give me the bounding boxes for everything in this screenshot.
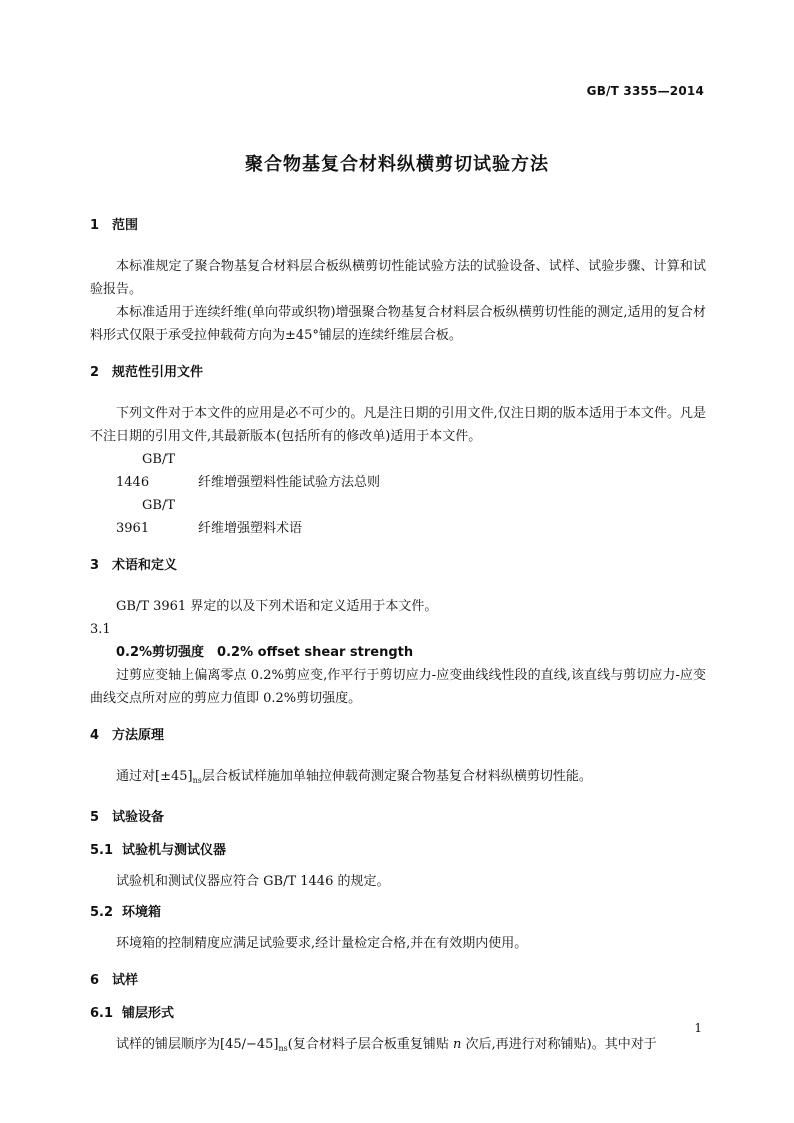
text-fragment: 试样的铺层顺序为[45/−45] [116, 1037, 279, 1052]
section-6-heading [90, 969, 706, 992]
reference-code: GB/T 3961 [116, 498, 175, 536]
subsection-number: 5.1 [90, 843, 114, 858]
document-title: 聚合物基复合材料纵横剪切试验方法 [245, 154, 549, 175]
section-5-1-heading [90, 839, 706, 862]
document-body [90, 214, 706, 1060]
section-5-2-heading [90, 901, 706, 924]
text-fragment: 层合板试样施加单轴拉伸载荷测定聚合物基复合材料纵横剪切性能。 [201, 769, 592, 784]
standard-code: GB/T 3355—2014 [586, 84, 704, 98]
section-5-2-paragraph: 环境箱的控制精度应满足试验要求,经计量检定合格,并在有效期内使用。 [116, 936, 528, 951]
section-number: 6 [90, 973, 100, 988]
section-title: 范围 [112, 218, 139, 233]
subscript: ns [192, 776, 202, 785]
section-3-paragraph-1: GB/T 3961 界定的以及下列术语和定义适用于本文件。 [116, 599, 438, 614]
reference-item [90, 494, 706, 540]
variable-n: n [453, 1037, 462, 1052]
section-4-heading [90, 724, 706, 747]
section-1-paragraph-1: 本标准规定了聚合物基复合材料层合板纵横剪切性能试验方法的试验设备、试样、试验步骤、计算和试验报告。 [90, 259, 706, 297]
text-fragment: 通过对[±45] [116, 769, 193, 784]
section-2-paragraph-1: 下列文件对于本文件的应用是必不可少的。凡是注日期的引用文件,仅注日期的版本适用于本文件。凡是不注日期的引用文件,其最新版本(包括所有的修改单)适用于本文件。 [90, 406, 706, 444]
section-5-1-paragraph: 试验机和测试仪器应符合 GB/T 1446 的规定。 [116, 874, 390, 889]
reference-code: GB/T 1446 [116, 452, 175, 490]
section-title: 方法原理 [112, 728, 165, 743]
section-number: 5 [90, 810, 100, 825]
section-3-heading [90, 554, 706, 577]
section-title: 试验设备 [112, 810, 165, 825]
section-title: 术语和定义 [112, 558, 178, 573]
section-number: 1 [90, 218, 100, 233]
section-4-paragraph-1 [90, 765, 706, 792]
section-number: 2 [90, 365, 100, 380]
section-6-1-paragraph [90, 1033, 706, 1060]
subsection-title: 试验机与测试仪器 [122, 843, 227, 858]
subsection-title: 环境箱 [122, 905, 162, 920]
term-heading: 0.2%剪切强度 0.2% offset shear strength [116, 645, 414, 660]
section-1-heading [90, 214, 706, 237]
subsection-number: 6.1 [90, 1006, 114, 1021]
section-title: 规范性引用文件 [112, 365, 204, 380]
section-1-paragraph-2: 本标准适用于连续纤维(单向带或织物)增强聚合物基复合材料层合板纵横剪切性能的测定,适用的复合材料形式仅限于承受拉伸载荷方向为±45°铺层的连续纤维层合板。 [90, 305, 706, 343]
section-number: 4 [90, 728, 100, 743]
reference-title: 纤维增强塑料术语 [198, 521, 303, 536]
subsection-title: 铺层形式 [122, 1006, 175, 1021]
section-title: 试样 [112, 973, 139, 988]
section-2-heading [90, 361, 706, 384]
reference-item [90, 448, 706, 494]
text-fragment: 次后,再进行对称铺贴)。其中对于 [461, 1037, 657, 1052]
term-definition: 过剪应变轴上偏离零点 0.2%剪应变,作平行于剪切应力-应变曲线线性段的直线,该直线与剪切应力-应变曲线交点所对应的剪应力值即 0.2%剪切强度。 [90, 668, 706, 706]
page-number: 1 [694, 1021, 702, 1035]
term-number: 3.1 [90, 622, 111, 637]
reference-title: 纤维增强塑料性能试验方法总则 [198, 475, 381, 490]
subsection-number: 5.2 [90, 905, 114, 920]
section-5-heading [90, 806, 706, 829]
text-fragment: (复合材料子层合板重复铺贴 [287, 1037, 453, 1052]
section-number: 3 [90, 558, 100, 573]
subscript: ns [278, 1044, 288, 1053]
section-6-1-heading [90, 1002, 706, 1025]
